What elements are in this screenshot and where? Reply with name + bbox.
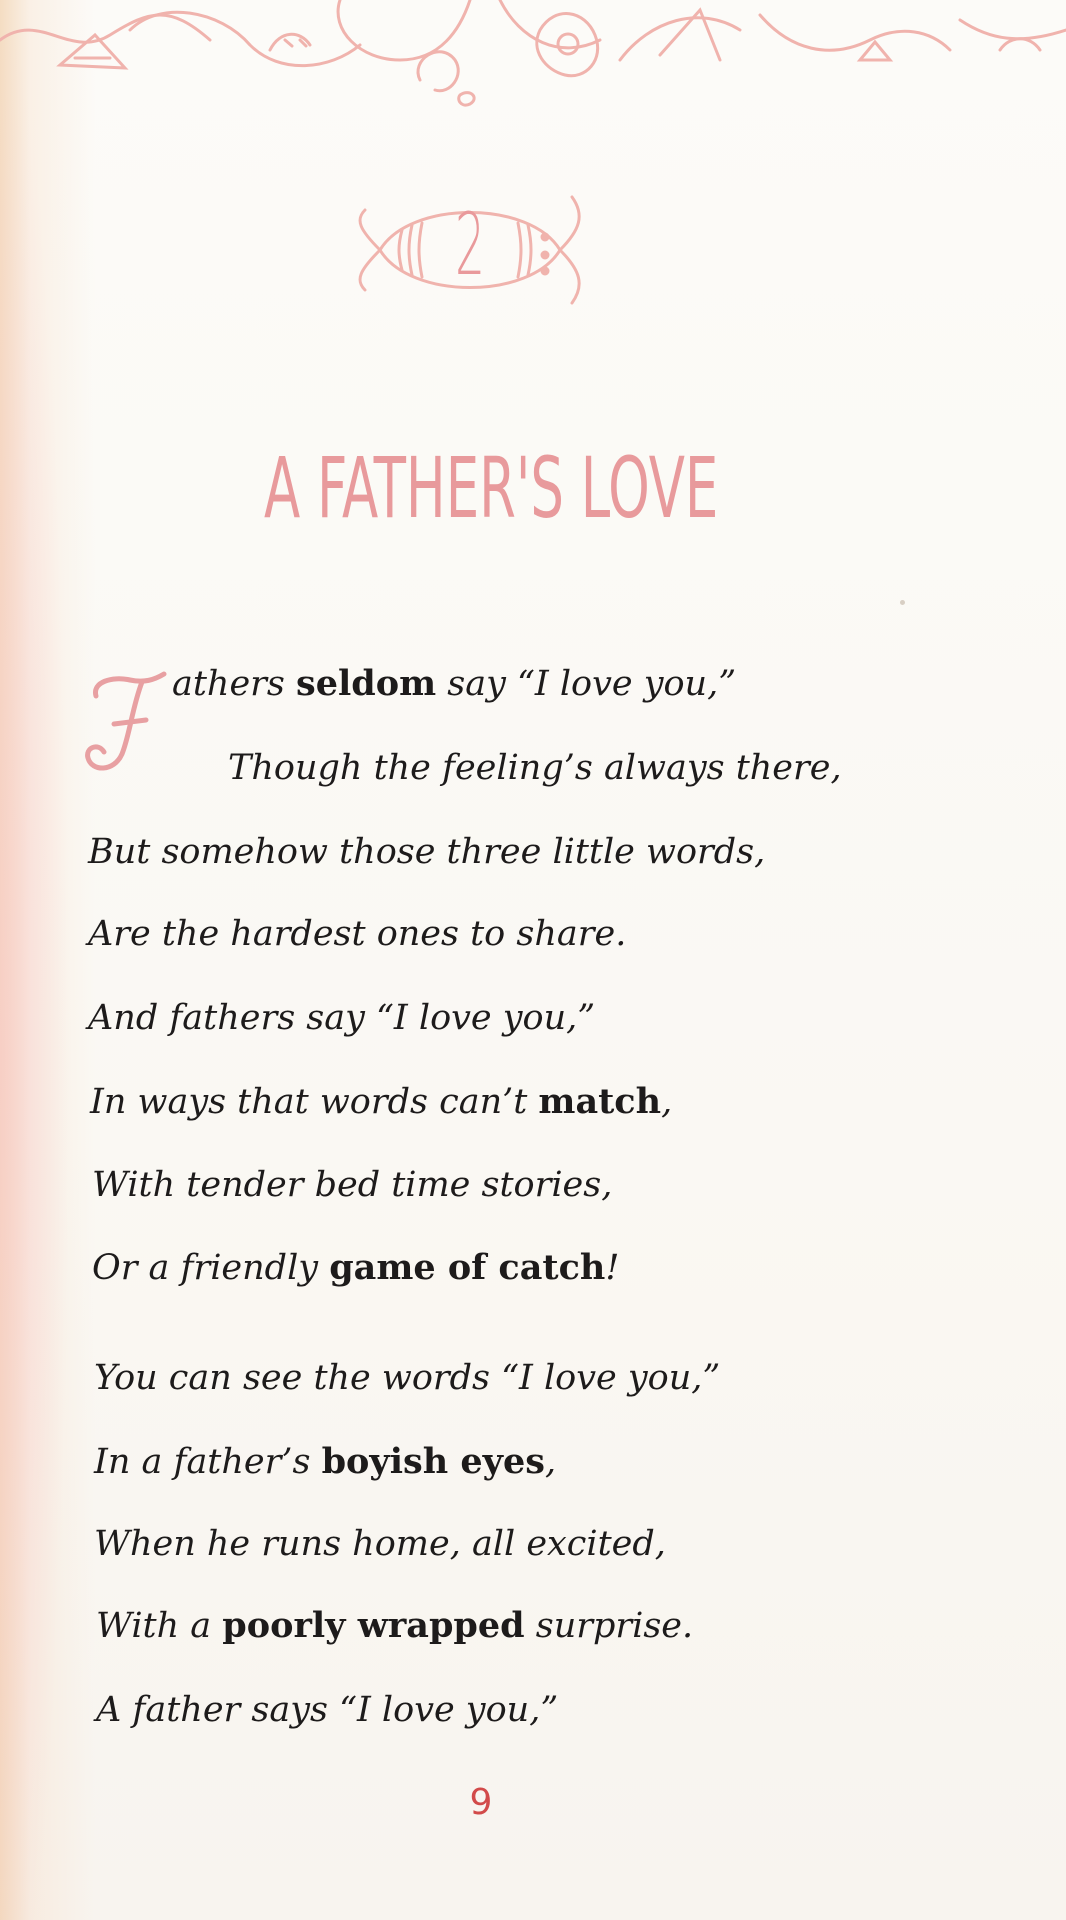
line-text: Are the hardest ones to share.	[88, 914, 627, 954]
line-text: With tender bed time stories,	[92, 1165, 613, 1205]
paper-speck	[900, 600, 905, 605]
poem-line	[94, 1440, 556, 1484]
poem-line	[92, 1246, 619, 1290]
line-text: !	[605, 1248, 620, 1288]
line-text: Or a friendly	[92, 1248, 330, 1288]
chapter-title: A FATHER'S LOVE	[264, 439, 719, 537]
poem-line	[94, 1522, 666, 1566]
poem-line	[88, 996, 595, 1040]
line-text: athers	[172, 664, 297, 704]
poem-line	[92, 1163, 612, 1207]
emphasis-text: game of catch	[329, 1247, 606, 1288]
line-text: When he runs home, all excited,	[94, 1524, 666, 1564]
poem-line	[96, 1604, 693, 1648]
poem-line	[90, 1080, 672, 1124]
poem-line	[88, 830, 765, 874]
emphasis-text: boyish eyes	[321, 1441, 545, 1482]
line-text: surprise.	[524, 1606, 694, 1646]
line-text: say “I love you,”	[436, 664, 737, 704]
poem-line	[94, 1356, 720, 1400]
chapter-number: 2	[454, 195, 486, 295]
emphasis-text: poorly wrapped	[222, 1605, 525, 1646]
line-text: Though the feeling’s always there,	[228, 748, 842, 788]
line-text: In a father’s	[94, 1442, 322, 1482]
poem-line	[88, 912, 626, 956]
page-number: 9	[469, 1782, 493, 1823]
line-text: You can see the words “I love you,”	[94, 1358, 721, 1398]
line-text: In ways that words can’t	[90, 1082, 539, 1122]
line-text: A father says “I love you,”	[96, 1690, 559, 1730]
emphasis-text: seldom	[296, 663, 437, 704]
line-text: With a	[96, 1606, 223, 1646]
line-text: ,	[544, 1442, 557, 1482]
poem-line	[96, 1688, 558, 1732]
poem-line	[228, 746, 842, 790]
emphasis-text: match	[538, 1081, 662, 1122]
line-text: ,	[661, 1082, 673, 1122]
line-text: But somehow those three little words,	[88, 832, 766, 872]
line-text: And fathers say “I love you,”	[88, 998, 596, 1038]
poem-line	[172, 662, 736, 706]
